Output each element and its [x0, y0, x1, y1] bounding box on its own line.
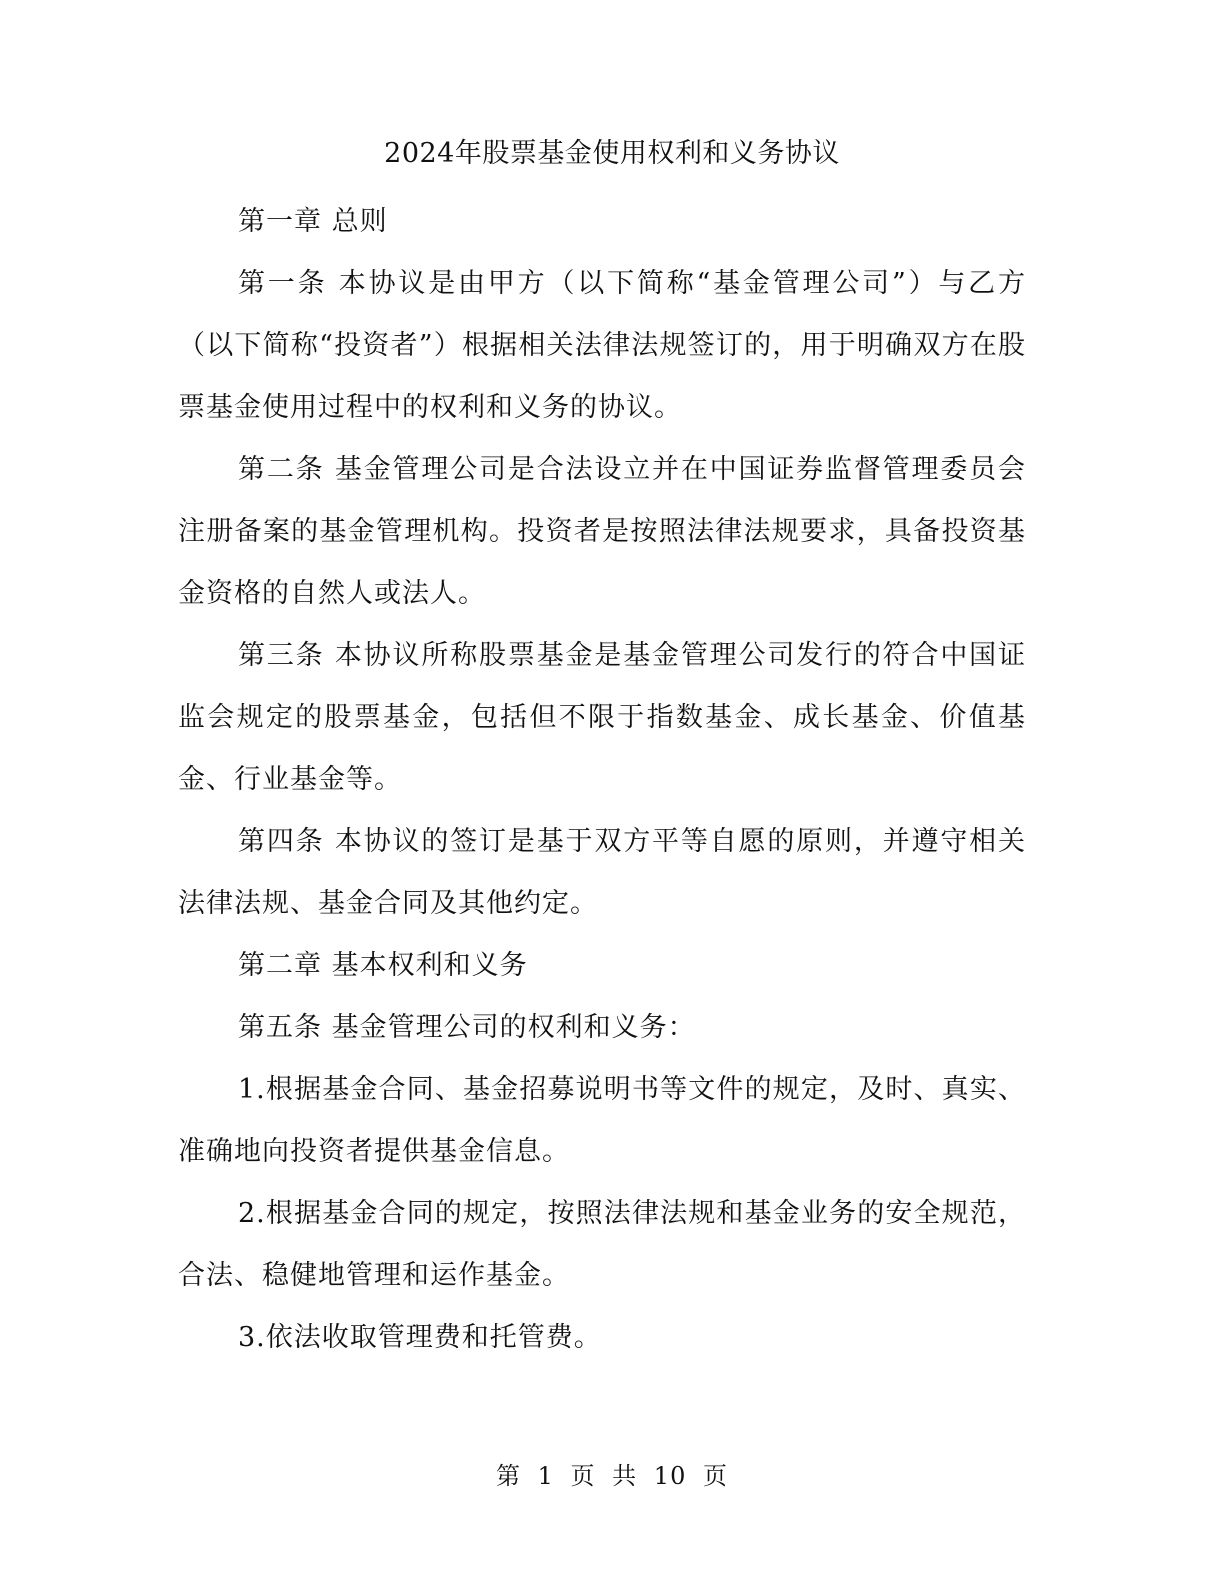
document-title: 2024年股票基金使用权利和义务协议 — [384, 138, 840, 169]
list-item: 3.依法收取管理费和托管费。 — [238, 1322, 602, 1353]
article-paragraph: 第五条 基金管理公司的权利和义务： — [238, 1012, 696, 1043]
list-item: 2.根据基金合同的规定，按照法律法规和基金业务的安全规范，合法、稳健地管理和运作基金。 — [178, 1198, 1026, 1291]
chapter-heading: 第二章 基本权利和义务 — [238, 950, 528, 981]
article-paragraph: 第四条 本协议的签订是基于双方平等自愿的原则，并遵守相关法律法规、基金合同及其他约定。 — [178, 826, 1026, 919]
article-paragraph: 第二条 基金管理公司是合法设立并在中国证券监督管理委员会注册备案的基金管理机构。投资者是按照法律法规要求，具备投资基金资格的自然人或法人。 — [178, 454, 1026, 609]
list-item: 1.根据基金合同、基金招募说明书等文件的规定，及时、真实、准确地向投资者提供基金信息。 — [178, 1074, 1026, 1167]
page-footer: 第 1 页 共 10 页 — [496, 1462, 728, 1490]
article-paragraph: 第一条 本协议是由甲方（以下简称“基金管理公司”）与乙方（以下简称“投资者”）根据相关法律法规签订的，用于明确双方在股票基金使用过程中的权利和义务的协议。 — [178, 268, 1026, 423]
article-paragraph: 第三条 本协议所称股票基金是基金管理公司发行的符合中国证监会规定的股票基金，包括但不限于指数基金、成长基金、价值基金、行业基金等。 — [178, 640, 1026, 795]
chapter-heading: 第一章 总则 — [238, 206, 388, 237]
document-body — [178, 191, 1026, 1369]
